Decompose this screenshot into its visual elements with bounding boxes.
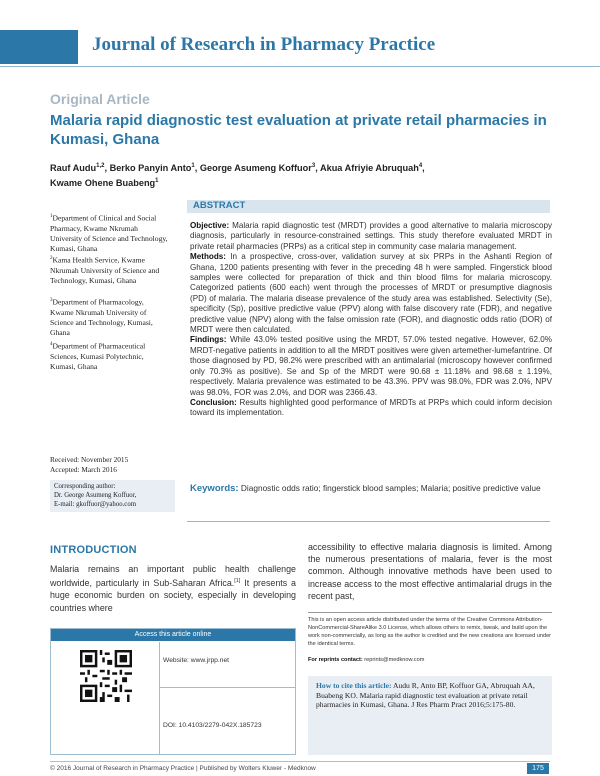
methods-text: In a prospective, cross-over, validation survey at six PRPs in the Ashanti Region of Ghana, 1200 patients presenting with fever in the preceding 48 h were sampled. Fingerstick blood samples were collected for preparation of thick and thin blood films for malaria microscopy. Categorized patients (600 each) went through the processes of MRDT or presumptive diagnosis (PD) of malaria. The malaria disease prevalence of the study area was established. Selectivity (Se), specificity (Sp), positive predictive value (PPV) along with false discovery rate (FDR), and negative predictive value (NPV) along with the false omission rate (FOR), and diagnostic odds ratio (DOR) of MRDT were then calculated. (190, 252, 552, 335)
objective-text: Malaria rapid diagnostic test (MRDT) provides a good alternative to malaria microscopy diagnosis, particularly in resource-constrained settings. This study therefore evaluated MRDT in private retail pharmacies (PRPs) as a critical step in community case malaria management. (190, 221, 553, 251)
reprints-label: For reprints contact: (308, 657, 363, 663)
reprints-email[interactable]: reprints@medknow.com (364, 657, 425, 663)
article-dates (50, 455, 128, 475)
abstract-divider (187, 521, 550, 522)
affiliation (50, 254, 168, 286)
reprints-contact (308, 657, 552, 663)
correspondence-label: Corresponding author: (54, 483, 116, 490)
affiliation-sup: 3 (50, 298, 53, 303)
author-sep: , (104, 163, 110, 174)
author-name[interactable]: Rauf Audu (50, 163, 97, 174)
author-sep: , (315, 163, 320, 174)
license-text: This is an open access article distributed under the terms of the Creative Commons Attribution-NonCommercial-ShareAlike 3.0 License, which allows others to remix, tweak, and build upon the work non-commercially, as long as the author is credited and the new creations are licensed under the identical terms. (308, 617, 552, 647)
abstract-methods (190, 252, 552, 335)
citation-ref[interactable]: [1] (234, 578, 241, 585)
affiliation-text: Kama Health Service, Kwame Nkrumah University of Science and Technology, Kumasi, Ghana (50, 255, 160, 285)
author-name[interactable]: Akua Afriyie Abruquah (319, 163, 419, 174)
affiliation-text: Department of Pharmacology, Kwame Nkrumah University of Science and Technology, Kumasi, Ghana (50, 297, 153, 337)
access-heading: Access this article online (51, 629, 295, 641)
author-affil-sup: 3 (311, 163, 316, 169)
abstract-heading: ABSTRACT (193, 200, 246, 211)
access-box-hdivider (159, 687, 295, 688)
findings-text: While 43.0% tested positive using the MRDT, 57.0% tested negative. However, 62.0% MRDT-negative patients in addition to all the MRDT positives were given artemether-lumefantrine. Of those diagnosed by PD, 98.2% were prescribed with an antimalarial (microscopy however confirmed only 70.3% as positive). Se and Sp of the MRDT were 90.68 ± 11.18% and 98.68 ± 1.19%, respectively. Malaria prevalence was estimated to be 43.3%. PPV was 98.0%, FDR was 2.0%, NPV was 98.0%, FOR was 2.0%, and DOR was 2366.43. (190, 335, 553, 397)
article-type: Original Article (50, 91, 150, 107)
author-name[interactable]: George Asumeng Koffuor (199, 163, 312, 174)
author-list (50, 160, 570, 190)
author-name[interactable]: Kwame Ohene Buabeng (50, 178, 156, 189)
abstract-objective (190, 221, 552, 252)
abstract-body (190, 221, 552, 419)
intro-text-a: Malaria remains an important public health challenge worldwide, particularly in Sub-Saharan Africa. (50, 564, 296, 589)
intro-text-b: It presents a huge economic burden on society, especially in developing countries where (50, 578, 296, 613)
conclusion-text: Results highlighted good performance of MRDTs at PRPs which could inform decision toward its implementation. (190, 397, 552, 418)
abstract-heading-bar (187, 200, 550, 213)
qr-code-icon[interactable] (80, 650, 132, 702)
footer-text: © 2016 Journal of Research in Pharmacy Practice | Published by Wolters Kluwer - Medknow (50, 765, 316, 772)
abstract-conclusion (190, 398, 552, 419)
correspondence-name: Dr. George Asumeng Koffuor, (54, 492, 137, 499)
introduction-heading: INTRODUCTION (50, 544, 137, 556)
introduction-right-text: accessibility to effective malaria diagnosis is limited. Among the numerous presentations of malaria, fever is the most common. Although innovative methods have been used to increase access to the most effective antimalarial drugs in the recent past, (308, 542, 552, 601)
page-number: 175 (527, 763, 549, 774)
author-affil-sup: 1 (155, 178, 159, 185)
cite-text: Audu R, Anto BP, Koffuor GA, Abruquah AA, Buabeng KO. Malaria rapid diagnostic test evaluation at private retail pharmacies in Kumasi, Ghana. J Res Pharm Pract 2016;5:175-80. (316, 681, 535, 710)
keywords-label: Keywords: (190, 483, 239, 494)
affiliation (50, 340, 168, 372)
methods-label: Methods: (190, 252, 226, 262)
affiliation-sup: 1 (50, 214, 53, 219)
author-sep: , (194, 163, 200, 174)
keywords (190, 483, 550, 494)
affiliation-text: Department of Clinical and Social Pharmacy, Kwame Nkrumah University of Science and Technology, Kumasi, Ghana (50, 213, 168, 253)
header-divider (0, 66, 600, 67)
affiliation-text: Department of Pharmaceutical Sciences, Kumasi Polytechnic, Kumasi, Ghana (50, 341, 146, 371)
access-box-divider (159, 642, 160, 755)
cite-label: How to cite this article: (316, 681, 392, 690)
keywords-text: Diagnostic odds ratio; fingerstick blood samples; Malaria; positive predictive value (240, 483, 541, 493)
how-to-cite-box (308, 676, 552, 755)
article-title: Malaria rapid diagnostic test evaluation at private retail pharmacies in Kumasi, Ghana (50, 112, 547, 148)
journal-title: Journal of Research in Pharmacy Practice (92, 34, 436, 55)
abstract-findings (190, 335, 552, 397)
author-affil-sup: 4 (418, 163, 423, 169)
author-affil-sup: 1,2 (96, 163, 105, 169)
findings-label: Findings: (190, 335, 227, 345)
author-affil-sup: 1 (191, 163, 195, 169)
affiliation (50, 296, 168, 338)
objective-label: Objective: (190, 221, 230, 230)
author-name[interactable]: Berko Panyin Anto (109, 163, 192, 174)
doi-link[interactable]: DOI: 10.4103/2279-042X.185723 (163, 722, 262, 729)
conclusion-label: Conclusion: (190, 397, 237, 407)
website-link[interactable]: Website: www.jrpp.net (163, 657, 230, 664)
access-online-box (50, 628, 296, 755)
correspondence-box (50, 480, 175, 512)
journal-color-bar (0, 30, 78, 64)
author-sep: , (422, 163, 425, 174)
affiliation-sup: 2 (50, 256, 53, 261)
received-date: Received: November 2015 (50, 455, 129, 464)
introduction-left-text (50, 563, 296, 614)
accepted-date: Accepted: March 2016 (50, 465, 117, 474)
affiliation-sup: 4 (50, 342, 53, 347)
affiliation (50, 212, 168, 254)
footer-divider (50, 761, 550, 762)
license-divider (308, 612, 552, 613)
correspondence-email[interactable]: E-mail: gkoffuor@yahoo.com (54, 501, 137, 508)
